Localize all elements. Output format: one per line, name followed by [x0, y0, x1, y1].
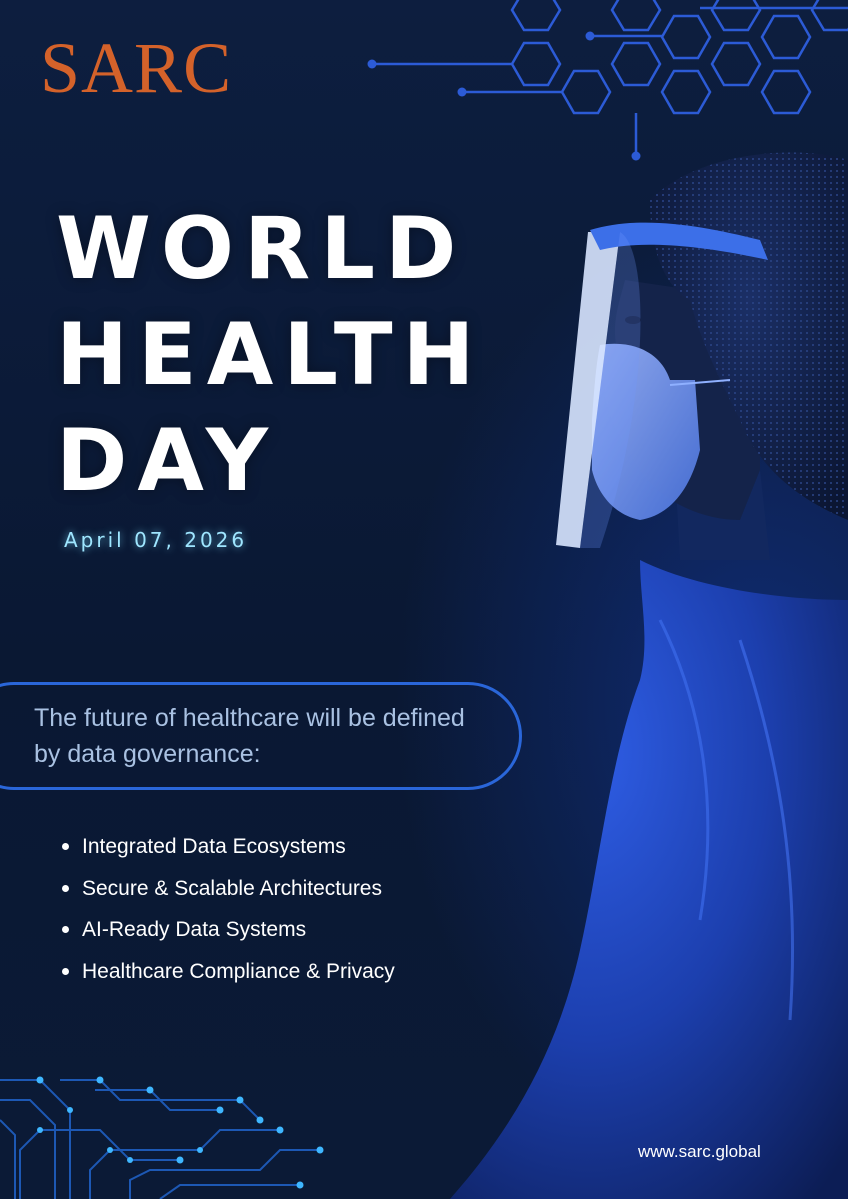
list-item: AI-Ready Data Systems [62, 909, 395, 951]
intro-text: The future of healthcare will be defined by data governance: [34, 704, 465, 768]
page-title [56, 196, 484, 514]
brand-logo: SARC [40, 28, 233, 108]
event-date: April 07, 2026 [64, 528, 248, 552]
title-line-3: DAY [56, 411, 278, 511]
list-item: Integrated Data Ecosystems [62, 826, 395, 868]
title-line-2: HEALTH [56, 305, 485, 405]
list-item: Secure & Scalable Architectures [62, 868, 395, 910]
feature-list [62, 826, 395, 992]
list-item: Healthcare Compliance & Privacy [62, 951, 395, 993]
website-link[interactable]: www.sarc.global [638, 1142, 761, 1161]
title-line-1: WORLD [56, 199, 467, 299]
